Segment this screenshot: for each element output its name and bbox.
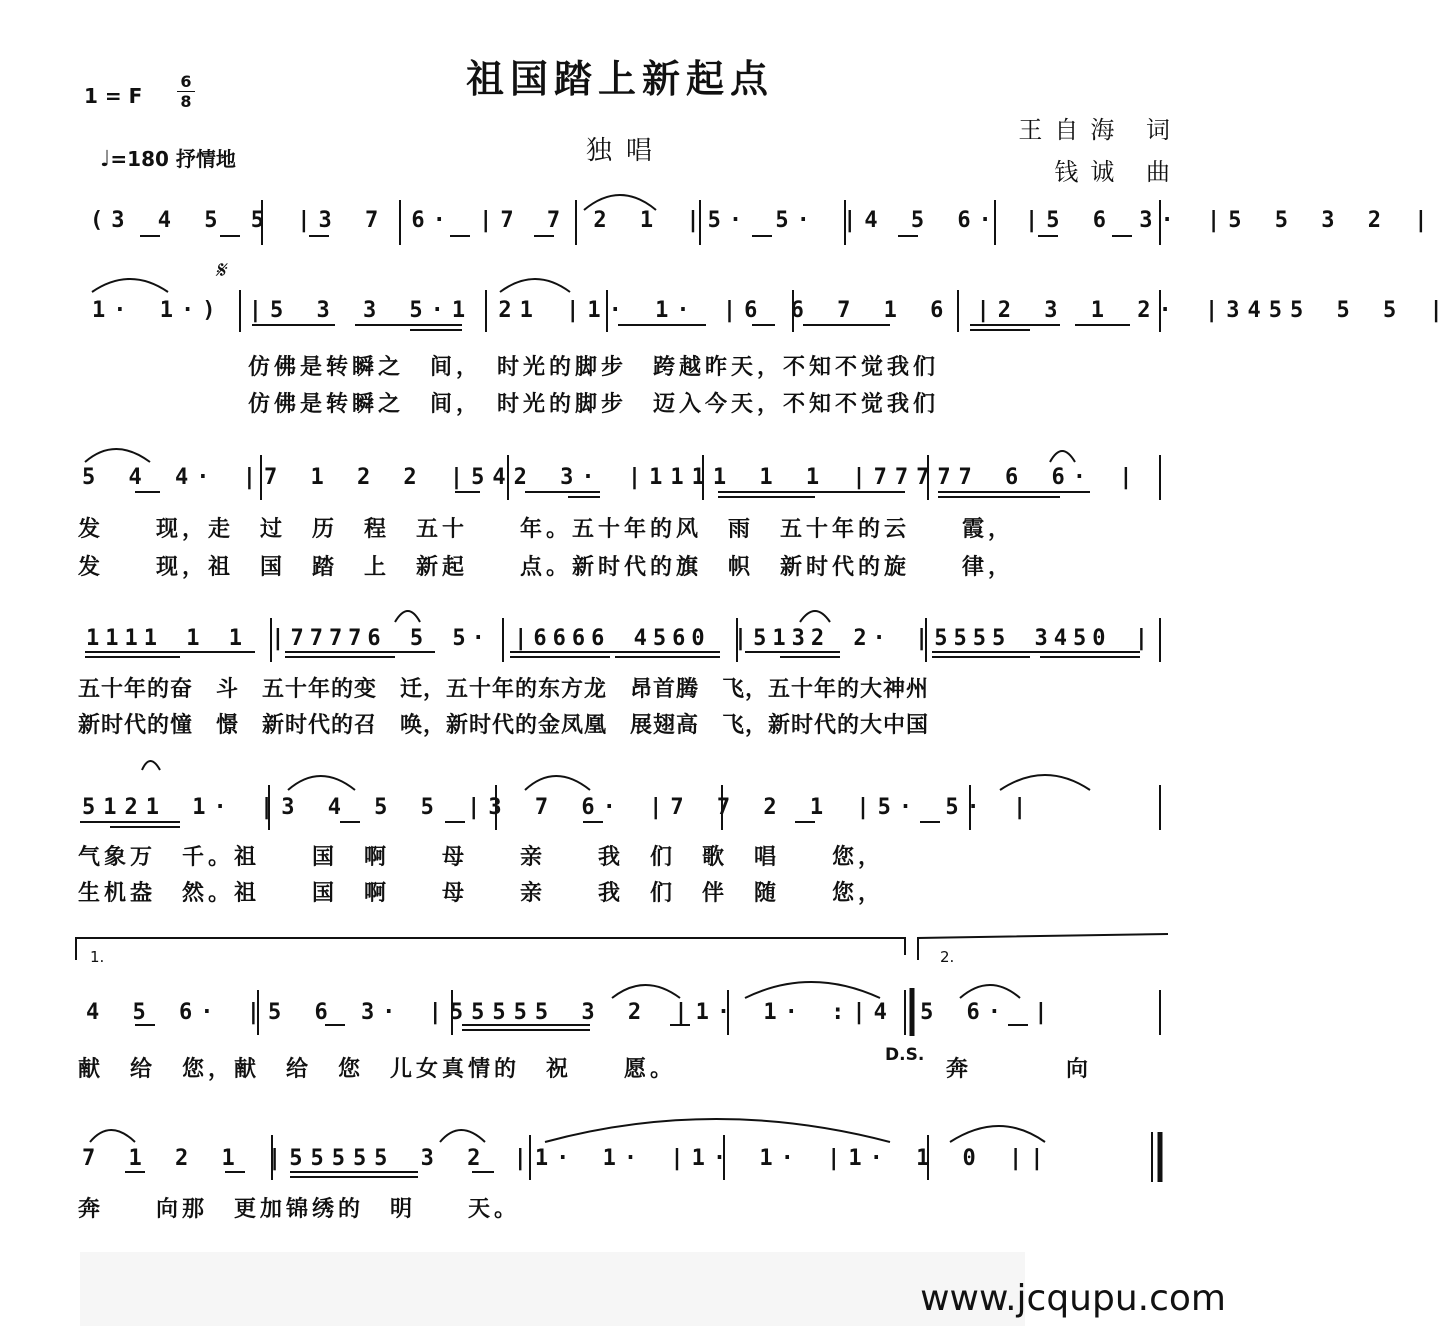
time-signature <box>175 72 197 111</box>
tempo-marking <box>100 143 236 172</box>
watermark: www.jcqupu.com <box>920 1278 1226 1319</box>
tempo-text: 抒情地 <box>175 147 236 171</box>
notation-row-1: (3 4 5 5 |3 7 6· |7 7 2 1 |5· 5· |4 5 6· |5 6 3· |5 5 3 2 | <box>90 208 1436 233</box>
lyrics-row-4-verse-1: 五十年的奋 斗 五十年的变 迁，五十年的东方龙 昂首腾 飞，五十年的大神州 <box>78 676 930 702</box>
notation-row-6: 4 5 6· |5 6 3· |55555 3 2 |1· 1· :|4 5 6· | <box>86 1000 1056 1025</box>
lyrics-row-2-verse-1: 仿佛是转瞬之 间， 时光的脚步 跨越昨天，不知不觉我们 <box>248 354 940 380</box>
lyrics-row-3-verse-2: 发 现，祖 国 踏 上 新起 点。新时代的旗 帜 新时代的旋 律， <box>78 554 1015 580</box>
key-signature: 1 = F <box>84 84 143 108</box>
notation-row-5: 5121 1· |3 4 5 5 |3 7 6· |7 7 2 1 |5· 5· | <box>82 795 1035 820</box>
footer-panel <box>80 1252 1025 1326</box>
tempo-value: =180 <box>110 147 169 171</box>
lyrics-row-5-verse-2: 生机盎 然。祖 国 啊 母 亲 我 们 伴 随 您， <box>78 880 885 906</box>
dal-segno-marking: D.S. <box>885 1045 925 1065</box>
lyrics-row-4-verse-2: 新时代的憧 憬 新时代的召 唤，新时代的金凤凰 展翅高 飞，新时代的大中国 <box>78 712 930 738</box>
performance-type: 独唱 <box>586 136 667 166</box>
lyrics-row-3-verse-1: 发 现，走 过 历 程 五十 年。五十年的风 雨 五十年的云 霞， <box>78 516 1015 542</box>
volta-first-ending: 1. <box>90 948 105 966</box>
song-title: 祖国踏上新起点 <box>465 56 774 101</box>
quarter-note-icon: ♩ <box>100 147 111 172</box>
lyrics-row-6-second-ending: 奔 向 <box>946 1056 1107 1082</box>
lyrics-row-6-verse-1: 献 给 您，献 给 您 儿女真情的 祝 愿。 <box>78 1056 677 1082</box>
lyricist-credit: 王自海 词 <box>1018 116 1182 144</box>
notation-row-4: 1111 1 1 |77776 5 5· |6666 4560 |5132 2· |5555 3450 | <box>86 626 1154 651</box>
segno-icon: 𝄋 <box>215 256 226 284</box>
lyrics-row-7-verse-1: 奔 向那 更加锦绣的 明 天。 <box>78 1196 521 1222</box>
lyrics-row-5-verse-1: 气象万 千。祖 国 啊 母 亲 我 们 歌 唱 您， <box>78 844 885 870</box>
time-denominator: 8 <box>180 92 192 111</box>
notation-row-7: 7 1 2 1 |55555 3 2 |1· 1· |1· 1· |1· 1 0 || <box>82 1146 1052 1171</box>
composer-credit: 钱诚 曲 <box>1054 158 1182 186</box>
notation-row-2: 1· 1·) |5 3 3 5·1 21 |1· 1· |6 6 7 1 6 |2 3 1 2· |3455 5 5 | <box>92 298 1451 323</box>
notation-row-3: 5 4 4· |7 1 2 2 |542 3· |1111 1 1 |77777 6 6· | <box>82 465 1141 490</box>
time-numerator: 6 <box>180 72 192 91</box>
lyrics-row-2-verse-2: 仿佛是转瞬之 间， 时光的脚步 迈入今天，不知不觉我们 <box>248 391 940 417</box>
volta-second-ending: 2. <box>940 948 955 966</box>
